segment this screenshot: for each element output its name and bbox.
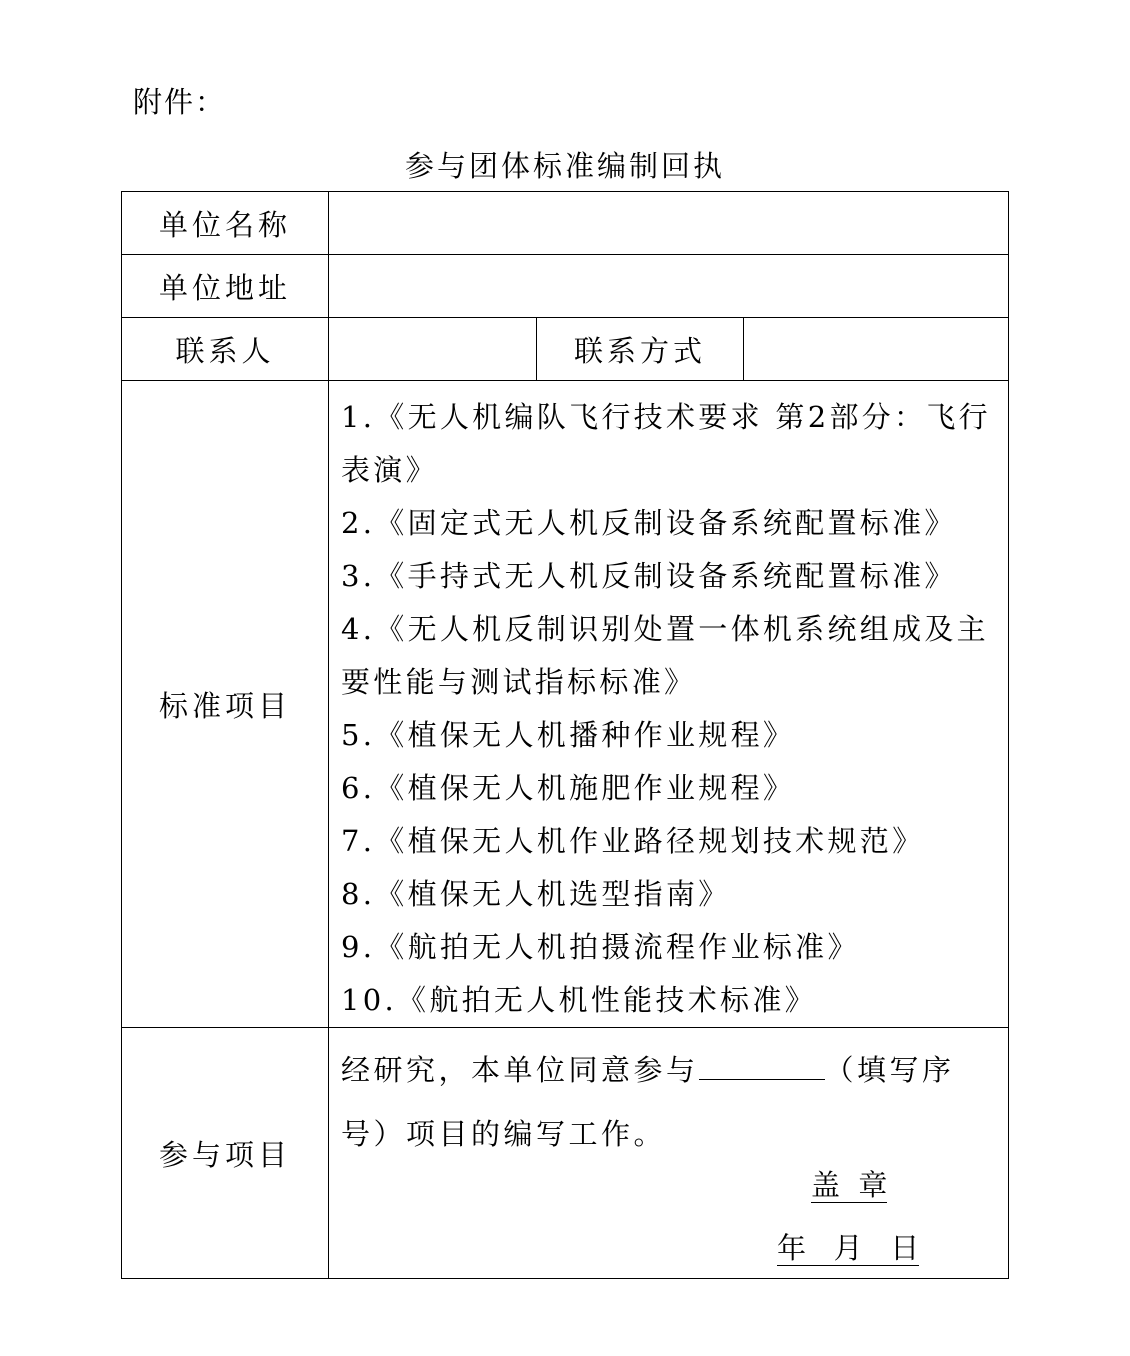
declaration-part1: 经研究，本单位同意参与 (341, 1053, 699, 1087)
standard-item: 10.《航拍无人机性能技术标准》 (341, 983, 817, 1017)
standard-item: 5.《植保无人机播种作业规程》 (341, 718, 796, 752)
contact-method-field[interactable] (744, 318, 1008, 380)
standard-item: 3.《手持式无人机反制设备系统配置标准》 (341, 559, 957, 593)
seal-line: 盖 章 (811, 1168, 888, 1202)
standard-item: 6.《植保无人机施肥作业规程》 (341, 771, 796, 805)
standard-item: 8.《植保无人机选型指南》 (341, 877, 731, 911)
participation-row (122, 1028, 1008, 1278)
project-number-blank[interactable] (699, 1057, 825, 1080)
receipt-form-table (121, 191, 1009, 1279)
contact-person-field[interactable] (329, 318, 537, 380)
standards-row (122, 381, 1008, 1028)
contact-method-label: 联系方式 (537, 318, 744, 380)
date-line: 年 月 日 (777, 1231, 920, 1265)
standard-item: 1.《无人机编队飞行技术要求 第2部分：飞行表演》 (341, 400, 991, 487)
unit-name-row (122, 192, 1008, 255)
standard-item: 2.《固定式无人机反制设备系统配置标准》 (341, 506, 957, 540)
participation-content (329, 1028, 1008, 1278)
standards-list (329, 381, 1008, 1027)
declaration-text (341, 1038, 1000, 1166)
standard-item: 9.《航拍无人机拍摄流程作业标准》 (341, 930, 860, 964)
participation-label: 参与项目 (122, 1028, 329, 1278)
standards-label: 标准项目 (122, 381, 329, 1027)
declaration-part2: （填写序号）项目的编写工作。 (341, 1053, 955, 1151)
standard-item: 4.《无人机反制识别处置一体机系统组成及主要性能与测试指标标准》 (341, 612, 989, 699)
unit-name-field[interactable] (329, 192, 1008, 254)
unit-address-field[interactable] (329, 255, 1008, 317)
contact-person-label: 联系人 (122, 318, 329, 380)
contact-row (122, 318, 1008, 381)
page-title: 参与团体标准编制回执 (404, 149, 725, 183)
unit-address-label: 单位地址 (122, 255, 329, 317)
standard-item: 7.《植保无人机作业路径规划技术规范》 (341, 824, 925, 858)
unit-address-row (122, 255, 1008, 318)
attachment-label: 附件： (133, 85, 227, 119)
unit-name-label: 单位名称 (122, 192, 329, 254)
